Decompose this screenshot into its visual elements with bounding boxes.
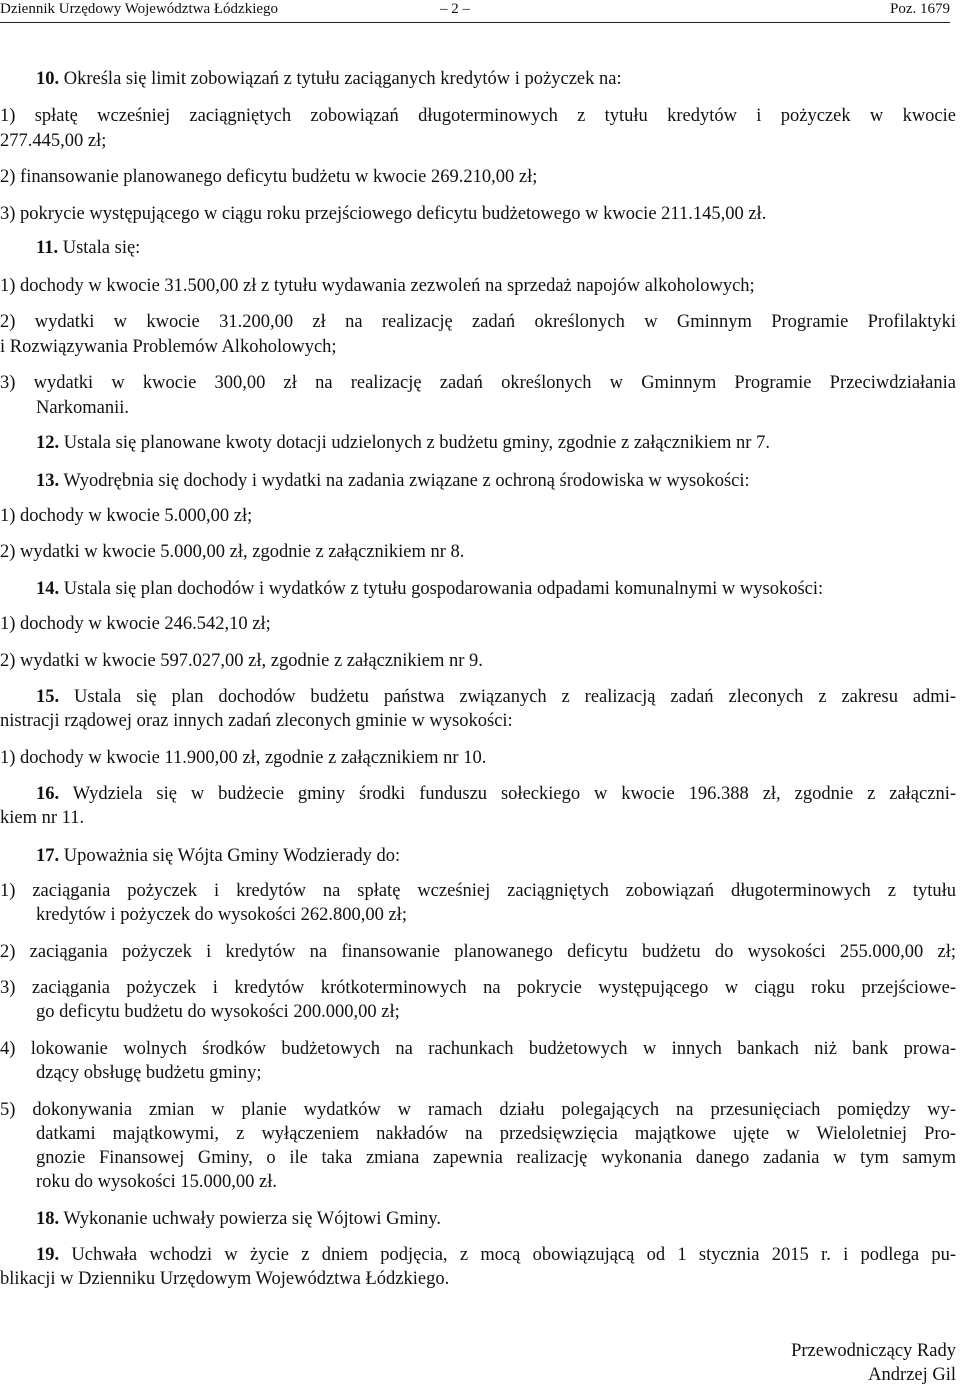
- paragraph-14: [0, 578, 960, 600]
- list-item: 1) spłatę wcześniej zaciągniętych zobowiązań długoterminowych z tytułu kredytów i pożyczek w kwocie: [0, 106, 956, 126]
- list-item: 1) zaciągania pożyczek i kredytów na spłatę wcześniej zaciągniętych zobowiązań długoterminowych z tytułu: [0, 881, 956, 901]
- paragraph-15: [0, 686, 956, 708]
- paragraph-text: Ustala się plan dochodów i wydatków z tytułu gospodarowania odpadami komunalnymi w wysokości:: [59, 579, 824, 599]
- paragraph-16: [0, 783, 956, 805]
- list-item: 4) lokowanie wolnych środków budżetowych na rachunkach budżetowych w innych bankach niż bank prowa-: [0, 1039, 956, 1059]
- paragraph-text: Uchwała wchodzi w życie z dniem podjęcia, z mocą obowiązującą od 1 stycznia 2015 r. i podlega pu-: [59, 1245, 956, 1265]
- paragraph-18: [0, 1208, 960, 1230]
- paragraph-text: Wykonanie uchwały powierza się Wójtowi Gminy.: [59, 1209, 441, 1229]
- paragraph-17: [0, 845, 960, 867]
- list-item: 2) wydatki w kwocie 31.200,00 zł na realizację zadań określonych w Gminnym Programie Profilaktyki: [0, 312, 956, 332]
- paragraph-number: 12.: [36, 433, 60, 453]
- paragraph-number: 13.: [36, 471, 60, 491]
- paragraph-continuation: kiem nr 11.: [0, 808, 85, 828]
- list-item-continuation: datkami majątkowymi, z wyłączeniem nakładów na przedsięwzięcia majątkowe ujęte w Wieloletniej Pro-: [36, 1124, 956, 1144]
- paragraph-number: 10.: [36, 69, 60, 89]
- paragraph-text: Ustala się plan dochodów budżetu państwa związanych z realizacją zadań zleconych z zakresu admi-: [59, 687, 956, 707]
- list-item-continuation: roku do wysokości 15.000,00 zł.: [36, 1172, 277, 1192]
- list-item-continuation: gnozie Finansowej Gminy, o ile taka zmiana zapewnia realizację wykonania danego zadania w tym samym: [36, 1148, 956, 1168]
- paragraph-text: Upoważnia się Wójta Gminy Wodzierady do:: [59, 846, 401, 866]
- paragraph-number: 14.: [36, 579, 60, 599]
- journal-title: Dziennik Urzędowy Województwa Łódzkiego: [0, 1, 279, 17]
- paragraph-text: Wydziela się w budżecie gminy środki funduszu sołeckiego w kwocie 196.388 zł, zgodnie z załączni-: [59, 784, 956, 804]
- list-item: 3) pokrycie występującego w ciągu roku przejściowego deficytu budżetowego w kwocie 211.145,00 zł.: [0, 204, 767, 224]
- page-header: [0, 0, 960, 24]
- list-item-continuation: 277.445,00 zł;: [0, 131, 107, 151]
- paragraph-number: 17.: [36, 846, 60, 866]
- list-item-continuation: i Rozwiązywania Problemów Alkoholowych;: [0, 337, 337, 357]
- list-item: 1) dochody w kwocie 11.900,00 zł, zgodnie z załącznikiem nr 10.: [0, 748, 487, 768]
- paragraph-number: 19.: [36, 1245, 60, 1265]
- paragraph-continuation: nistracji rządowej oraz innych zadań zleconych gminie w wysokości:: [0, 711, 513, 731]
- header-rule: [0, 22, 950, 23]
- list-item: 1) dochody w kwocie 31.500,00 zł z tytułu wydawania zezwoleń na sprzedaż napojów alkoholowych;: [0, 276, 755, 296]
- paragraph-11: [0, 237, 960, 259]
- paragraph-number: 15.: [36, 687, 60, 707]
- paragraph-text: Określa się limit zobowiązań z tytułu zaciąganych kredytów i pożyczek na:: [59, 69, 622, 89]
- paragraph-text: Wyodrębnia się dochody i wydatki na zadania związane z ochroną środowiska w wysokości:: [59, 471, 750, 491]
- paragraph-13: [0, 470, 960, 492]
- paragraph-continuation: blikacji w Dzienniku Urzędowym Województwa Łódzkiego.: [0, 1269, 450, 1289]
- paragraph-text: Ustala się planowane kwoty dotacji udzielonych z budżetu gminy, zgodnie z załącznikiem nr 7.: [59, 433, 770, 453]
- list-item: 5) dokonywania zmian w planie wydatków w ramach działu polegających na przesunięciach pomiędzy wy-: [0, 1100, 956, 1120]
- paragraph-number: 16.: [36, 784, 60, 804]
- signature-name: Andrzej Gil: [868, 1365, 956, 1385]
- page-number: – 2 –: [440, 1, 470, 17]
- list-item: 2) wydatki w kwocie 597.027,00 zł, zgodnie z załącznikiem nr 9.: [0, 651, 483, 671]
- paragraph-text: Ustala się:: [58, 238, 141, 258]
- paragraph-number: 18.: [36, 1209, 60, 1229]
- list-item: 1) dochody w kwocie 246.542,10 zł;: [0, 614, 271, 634]
- position-number: Poz. 1679: [890, 1, 950, 17]
- list-item: 2) finansowanie planowanego deficytu budżetu w kwocie 269.210,00 zł;: [0, 167, 538, 187]
- paragraph-12: [0, 432, 960, 454]
- list-item-continuation: kredytów i pożyczek do wysokości 262.800,00 zł;: [36, 905, 407, 925]
- list-item: 1) dochody w kwocie 5.000,00 zł;: [0, 506, 253, 526]
- paragraph-10: [0, 68, 960, 90]
- paragraph-number: 11.: [36, 238, 59, 258]
- list-item-continuation: Narkomanii.: [36, 398, 129, 418]
- signature-role: Przewodniczący Rady: [791, 1341, 956, 1361]
- paragraph-19: [0, 1244, 956, 1266]
- list-item: 2) zaciągania pożyczek i kredytów na finansowanie planowanego deficytu budżetu do wysokości 255.000,00 zł;: [0, 942, 956, 962]
- list-item: 3) wydatki w kwocie 300,00 zł na realizację zadań określonych w Gminnym Programie Przeciwdziałania: [0, 373, 956, 393]
- list-item: 3) zaciągania pożyczek i kredytów krótkoterminowych na pokrycie występującego w ciągu roku przejściowe-: [0, 978, 956, 998]
- list-item-continuation: go deficytu budżetu do wysokości 200.000,00 zł;: [36, 1002, 400, 1022]
- list-item-continuation: dzący obsługę budżetu gminy;: [36, 1063, 262, 1083]
- list-item: 2) wydatki w kwocie 5.000,00 zł, zgodnie z załącznikiem nr 8.: [0, 542, 465, 562]
